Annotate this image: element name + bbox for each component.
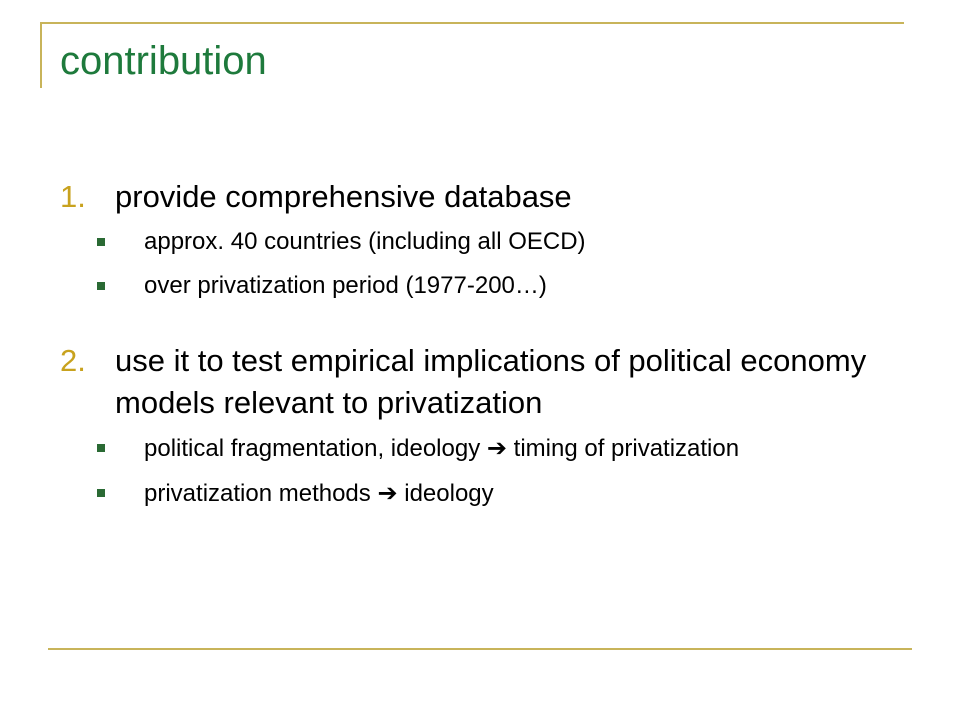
numbered-item-2 xyxy=(60,340,920,424)
sub-item-text-before: political fragmentation, ideology xyxy=(144,435,487,462)
sub-item-text-after: timing of privatization xyxy=(506,435,740,462)
item-text: provide comprehensive database xyxy=(115,179,572,214)
sub-item xyxy=(60,270,920,302)
left-frame-line xyxy=(40,22,42,88)
sub-item-text: over privatization period (1977-200…) xyxy=(144,272,547,299)
right-arrow-icon: ➔ xyxy=(486,434,507,462)
spacer xyxy=(60,314,920,340)
sub-item xyxy=(60,432,920,465)
slide-title: contribution xyxy=(60,39,267,83)
item-number: 1. xyxy=(60,179,86,214)
square-bullet-icon xyxy=(97,238,105,246)
sub-item-text-before: privatization methods xyxy=(144,480,378,507)
sub-item xyxy=(60,226,920,258)
square-bullet-icon xyxy=(97,444,105,452)
numbered-item-1 xyxy=(60,176,920,218)
top-frame-line xyxy=(40,22,904,24)
bottom-frame-line xyxy=(48,648,912,650)
item-text: use it to test empirical implications of political economy models relevant to privatization xyxy=(115,343,867,420)
item-number: 2. xyxy=(60,343,86,378)
square-bullet-icon xyxy=(97,282,105,290)
sub-item-text-after: ideology xyxy=(397,480,494,507)
sub-list-2 xyxy=(60,432,920,510)
right-arrow-icon: ➔ xyxy=(377,479,398,507)
sub-item-text: approx. 40 countries (including all OECD) xyxy=(144,228,586,255)
slide-body xyxy=(60,176,920,522)
sub-list-1 xyxy=(60,226,920,302)
square-bullet-icon xyxy=(97,489,105,497)
sub-item xyxy=(60,477,920,510)
